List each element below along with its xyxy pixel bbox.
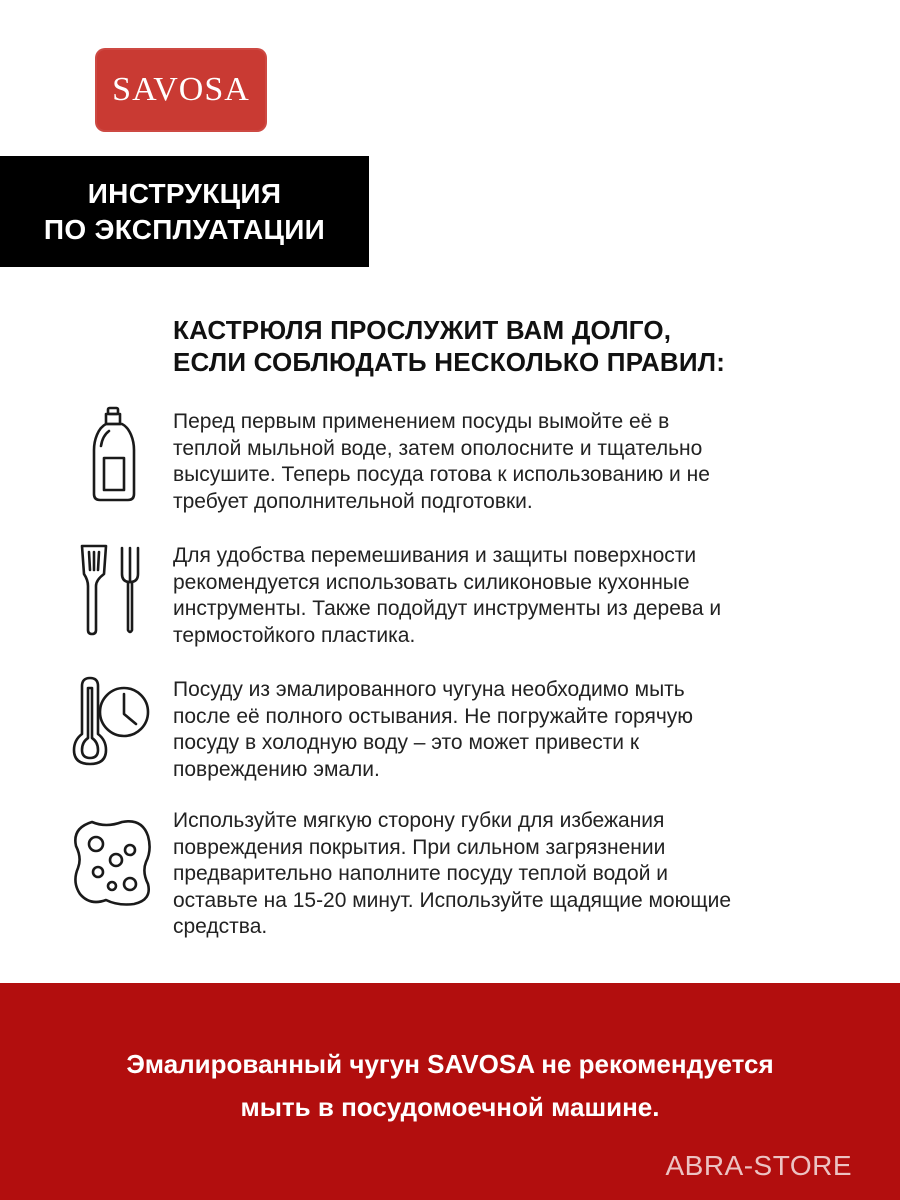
warning-line-1: Эмалированный чугун SAVOSA не рекомендуется bbox=[126, 1049, 774, 1079]
sponge-icon bbox=[72, 814, 152, 910]
title-line-1: ИНСТРУКЦИЯ bbox=[87, 177, 282, 209]
rule-4-line: предварительно наполните посуду теплой водой и bbox=[173, 862, 669, 885]
rule-2-line: Для удобства перемешивания и защиты поверхности bbox=[173, 544, 697, 567]
headline-line-2: ЕСЛИ СОБЛЮДАТЬ НЕСКОЛЬКО ПРАВИЛ: bbox=[173, 347, 726, 377]
rule-1-line: теплой мыльной воде, затем ополосните и тщательно bbox=[173, 436, 703, 460]
rule-4-line: Используйте мягкую сторону губки для избежания bbox=[173, 809, 665, 832]
rule-1-line: высушите. Теперь посуда готова к использованию и не bbox=[173, 463, 710, 486]
store-watermark: ABRA-STORE bbox=[665, 1150, 852, 1181]
rule-2-line: термостойкого пластика. bbox=[173, 623, 416, 647]
headline-line-1: КАСТРЮЛЯ ПРОСЛУЖИТ ВАМ ДОЛГО, bbox=[173, 315, 672, 345]
rule-2-line: рекомендуется использовать силиконовые кухонные bbox=[173, 570, 690, 594]
thermometer-clock-icon bbox=[72, 674, 152, 770]
spatula-and-fork-icon bbox=[72, 540, 152, 636]
rule-2-line: инструменты. Также подойдут инструменты из дерева и bbox=[173, 597, 722, 620]
dish-soap-bottle-icon bbox=[72, 406, 152, 502]
rules-headline bbox=[173, 314, 873, 378]
logo-text: SAVOSA bbox=[112, 71, 250, 108]
rule-4-line: оставьте на 15-20 минут. Используйте щадящие моющие bbox=[173, 888, 732, 912]
rule-3-text bbox=[173, 677, 863, 783]
rule-3-line: Посуду из эмалированного чугуна необходимо мыть bbox=[173, 678, 685, 701]
rule-4-text bbox=[173, 808, 863, 941]
rule-4-line: средства. bbox=[173, 915, 268, 938]
instruction-title-band bbox=[0, 156, 369, 267]
warning-line-2: мыть в посудомоечной машине. bbox=[240, 1092, 660, 1122]
rule-1-text bbox=[173, 409, 863, 515]
dishwasher-warning-text bbox=[0, 1043, 900, 1129]
title-line-2: ПО ЭКСПЛУАТАЦИИ bbox=[43, 213, 326, 245]
savosa-logo bbox=[95, 48, 267, 132]
rule-3-line: посуду в холодную воду – это может привести к bbox=[173, 731, 640, 754]
rule-3-line: после её полного остывания. Не погружайте горячую bbox=[173, 704, 694, 728]
rule-2-text bbox=[173, 543, 863, 649]
rule-3-line: повреждению эмали. bbox=[173, 757, 380, 781]
rule-1-line: Перед первым применением посуды вымойте её в bbox=[173, 410, 670, 433]
rule-4-line: повреждения покрытия. При сильном загрязнении bbox=[173, 835, 666, 859]
rule-1-line: требует дополнительной подготовки. bbox=[173, 489, 533, 513]
